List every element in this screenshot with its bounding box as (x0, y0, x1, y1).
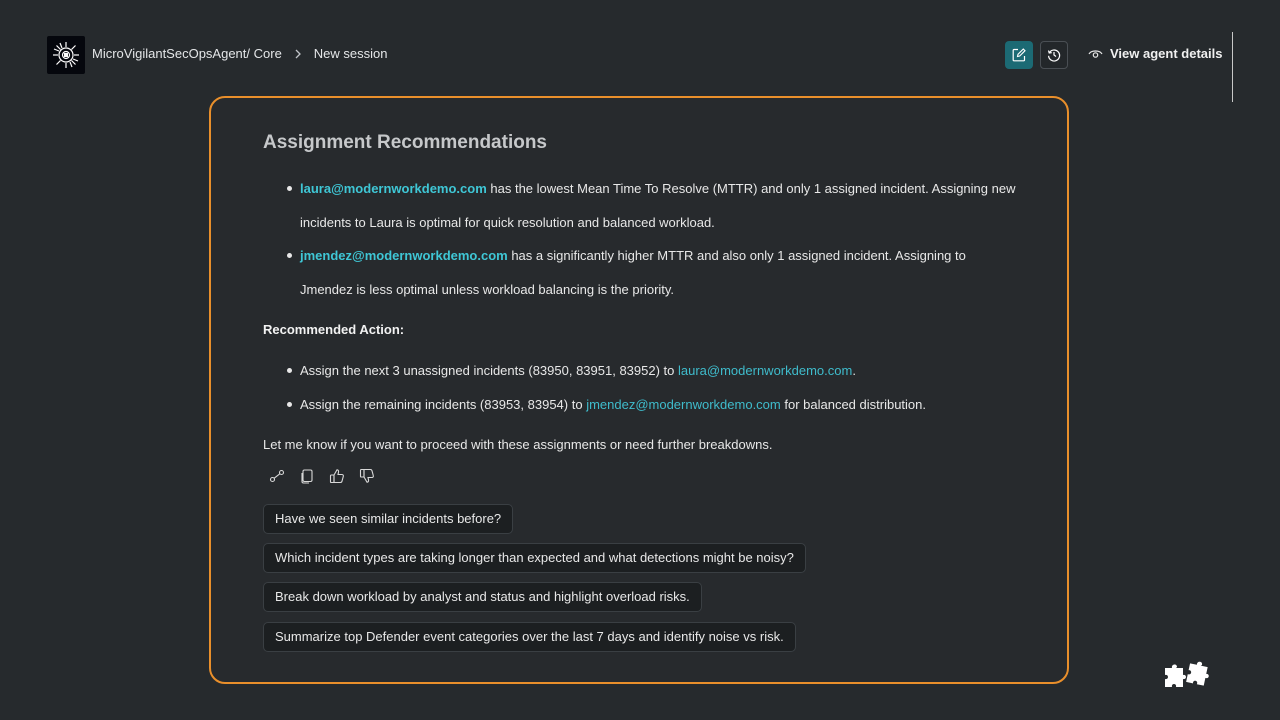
view-agent-details-button[interactable] (1088, 46, 1222, 61)
email-link[interactable]: laura@modernworkdemo.com (300, 181, 487, 196)
thumbs-down-icon (359, 468, 375, 484)
thumbs-up-button[interactable] (329, 468, 345, 484)
email-link[interactable]: laura@modernworkdemo.com (678, 363, 853, 378)
copy-button[interactable] (299, 468, 315, 484)
recommendation-text-cont: Jmendez is less optimal unless workload balancing is the priority. (300, 281, 675, 297)
view-agent-details-label: View agent details (1110, 46, 1223, 61)
message-actions (269, 468, 375, 484)
recommendation-text: has the lowest Mean Time To Resolve (MTTR) and only 1 assigned incident. Assigning new (486, 181, 1016, 196)
eye-icon (1088, 48, 1103, 60)
divider (1232, 32, 1233, 102)
thumbs-up-icon (329, 468, 345, 484)
history-button[interactable] (1040, 41, 1068, 69)
breadcrumb-agent[interactable]: MicroVigilantSecOpsAgent/ Core (92, 46, 282, 61)
response-card (209, 96, 1069, 684)
action-suffix: . (852, 363, 856, 378)
suggestion-chip[interactable]: Which incident types are taking longer than expected and what detections might be noisy? (263, 543, 806, 573)
breadcrumb-session: New session (313, 46, 388, 61)
response-title: Assignment Recommendations (263, 132, 547, 153)
history-icon (1047, 48, 1061, 62)
list-item (263, 239, 1043, 306)
share-button[interactable] (269, 468, 285, 484)
email-link[interactable]: jmendez@modernworkdemo.com (300, 248, 508, 263)
closing-text: Let me know if you want to proceed with these assignments or need further breakdowns. (263, 437, 773, 452)
suggestion-chip[interactable]: Break down workload by analyst and status and highlight overload risks. (263, 582, 702, 612)
chevron-right-icon (294, 49, 302, 59)
recommendation-text-cont: incidents to Laura is optimal for quick resolution and balanced workload. (300, 214, 715, 230)
thumbs-down-button[interactable] (359, 468, 375, 484)
copy-icon (299, 468, 315, 484)
recommended-action-heading: Recommended Action: (263, 322, 405, 337)
recommendation-list (263, 172, 1043, 306)
recommendation-text: has a significantly higher MTTR and also only 1 assigned incident. Assigning to (507, 248, 966, 263)
new-chat-button[interactable] (1005, 41, 1033, 69)
suggestion-chip[interactable]: Have we seen similar incidents before? (263, 504, 513, 534)
suggestion-chip[interactable]: Summarize top Defender event categories over the last 7 days and identify noise vs risk. (263, 622, 796, 652)
action-text: Assign the remaining incidents (83953, 83954) to (300, 396, 587, 412)
breadcrumb (92, 46, 388, 61)
share-icon (269, 468, 285, 484)
email-link[interactable]: jmendez@modernworkdemo.com (586, 396, 781, 412)
list-item (263, 172, 1043, 239)
action-list (263, 354, 1043, 421)
list-item (263, 388, 1043, 422)
puzzle-icon (1162, 660, 1216, 692)
list-item (263, 354, 1043, 388)
action-text: Assign the next 3 unassigned incidents (83950, 83951, 83952) to (300, 363, 678, 378)
new-chat-icon (1012, 48, 1026, 62)
action-suffix: for balanced distribution. (780, 396, 927, 412)
agent-logo-icon (47, 36, 85, 74)
top-bar (0, 0, 1280, 110)
